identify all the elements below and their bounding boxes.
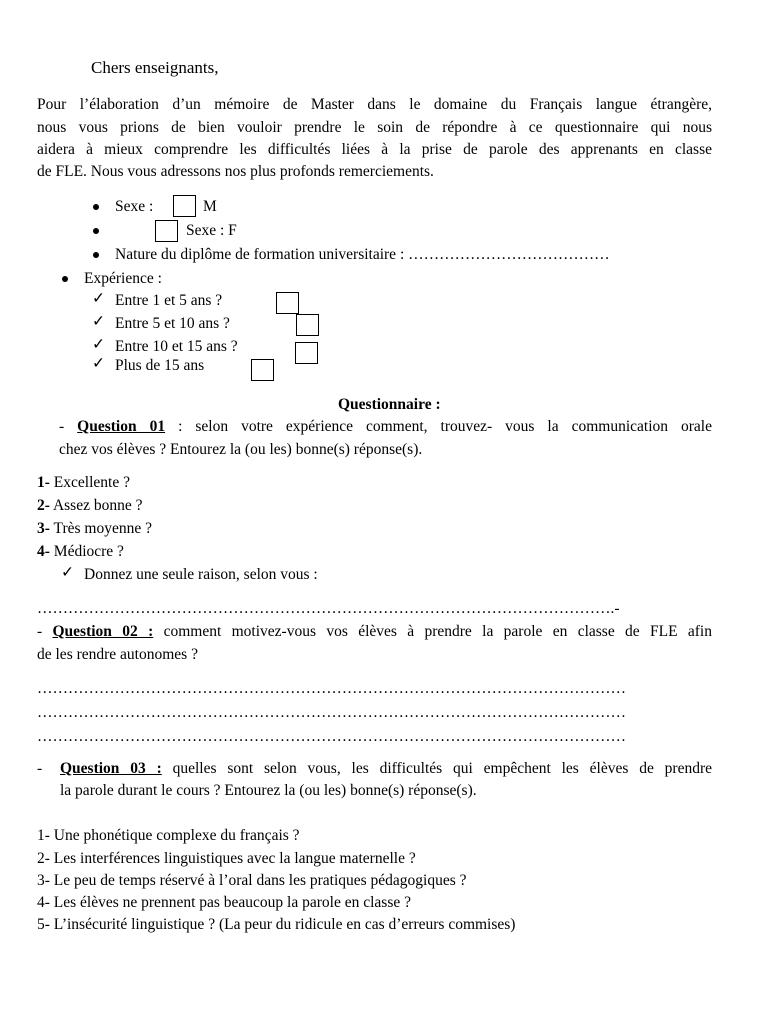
sexe-f-checkbox[interactable] (155, 220, 178, 242)
questionnaire-title: Questionnaire : (338, 396, 441, 413)
experience-1-checkbox[interactable] (276, 292, 299, 314)
experience-4-checkbox[interactable] (251, 359, 274, 381)
experience-3-checkbox[interactable] (295, 342, 318, 364)
q1-line-1: - Question 01 : selon votre expérience comment, trouvez- vous la communication orale (59, 418, 712, 435)
experience-2-checkbox[interactable] (296, 314, 319, 336)
q3-option-3: 3- Le peu de temps réservé à l’oral dans les pratiques pédagogiques ? (37, 872, 467, 889)
q1-answer-dots: ………………………………………………………………………………………………….- (37, 600, 620, 617)
checkmark-icon: ✓ (92, 336, 105, 353)
q1-option-3: 3- Très moyenne ? (37, 520, 152, 537)
q3-option-2: 2- Les interférences linguistiques avec la langue maternelle ? (37, 850, 416, 867)
bullet-icon (93, 204, 99, 210)
experience-option-4: Plus de 15 ans (115, 357, 205, 374)
experience-option-2: Entre 5 et 10 ans ? (115, 315, 230, 332)
q1-option-1: 1- Excellente ? (37, 474, 130, 491)
q1-option-2: 2- Assez bonne ? (37, 497, 143, 514)
q1-option-4: 4- Médiocre ? (37, 543, 124, 560)
sexe-m-label: M (203, 198, 217, 215)
q1-line-2: chez vos élèves ? Entourez la (ou les) bonne(s) réponse(s). (59, 441, 423, 458)
q2-line-2: de les rendre autonomes ? (37, 646, 198, 663)
q3-option-5: 5- L’insécurité linguistique ? (La peur du ridicule en cas d’erreurs commises) (37, 916, 516, 933)
checkmark-icon: ✓ (61, 564, 74, 581)
q2-answer-dots: …………………………………………………………………………………………………… (37, 704, 626, 721)
q1-reason: Donnez une seule raison, selon vous : (84, 566, 318, 583)
greeting: Chers enseignants, (91, 58, 219, 77)
intro-line-4: de FLE. Nous vous adressons nos plus profonds remerciements. (37, 163, 434, 180)
q3-label: Question 03 : (60, 760, 162, 777)
q2-answer-dots: …………………………………………………………………………………………………… (37, 728, 626, 745)
intro-line-1: Pour l’élaboration d’un mémoire de Master dans le domaine du Français langue étrangère, (37, 96, 712, 113)
q3-line-1: Question 03 : quelles sont selon vous, les difficultés qui empêchent les élèves de prendre (60, 760, 712, 777)
bullet-icon (93, 252, 99, 258)
bullet-icon (93, 228, 99, 234)
experience-option-3: Entre 10 et 15 ans ? (115, 338, 238, 355)
q2-label: Question 02 : (52, 623, 154, 640)
checkmark-icon: ✓ (92, 290, 105, 307)
checkmark-icon: ✓ (92, 355, 105, 372)
checkmark-icon: ✓ (92, 313, 105, 330)
experience-option-1: Entre 1 et 5 ans ? (115, 292, 223, 309)
diplome-field: Nature du diplôme de formation universitaire : ………………………………… (115, 246, 610, 263)
q2-line-1: - Question 02 : comment motivez-vous vos élèves à prendre la parole en classe de FLE afin (37, 623, 712, 640)
bullet-icon (62, 276, 68, 282)
intro-line-3: aidera à mieux comprendre les difficultés liées à la prise de parole des apprenants en classe (37, 141, 712, 158)
sexe-f-label: Sexe : F (186, 222, 237, 239)
sexe-label: Sexe : (115, 198, 154, 215)
q1-label: Question 01 (77, 418, 166, 435)
q3-line-2: la parole durant le cours ? Entourez la (ou les) bonne(s) réponse(s). (60, 782, 477, 799)
q3-dash: - (37, 760, 43, 777)
experience-label: Expérience : (84, 270, 162, 287)
intro-line-2: nous vous prions de bien vouloir prendre le soin de répondre à ce questionnaire qui nous (37, 119, 712, 136)
q3-option-4: 4- Les élèves ne prennent pas beaucoup la parole en classe ? (37, 894, 411, 911)
q3-option-1: 1- Une phonétique complexe du français ? (37, 827, 300, 844)
q2-answer-dots: …………………………………………………………………………………………………… (37, 680, 626, 697)
sexe-m-checkbox[interactable] (173, 195, 196, 217)
